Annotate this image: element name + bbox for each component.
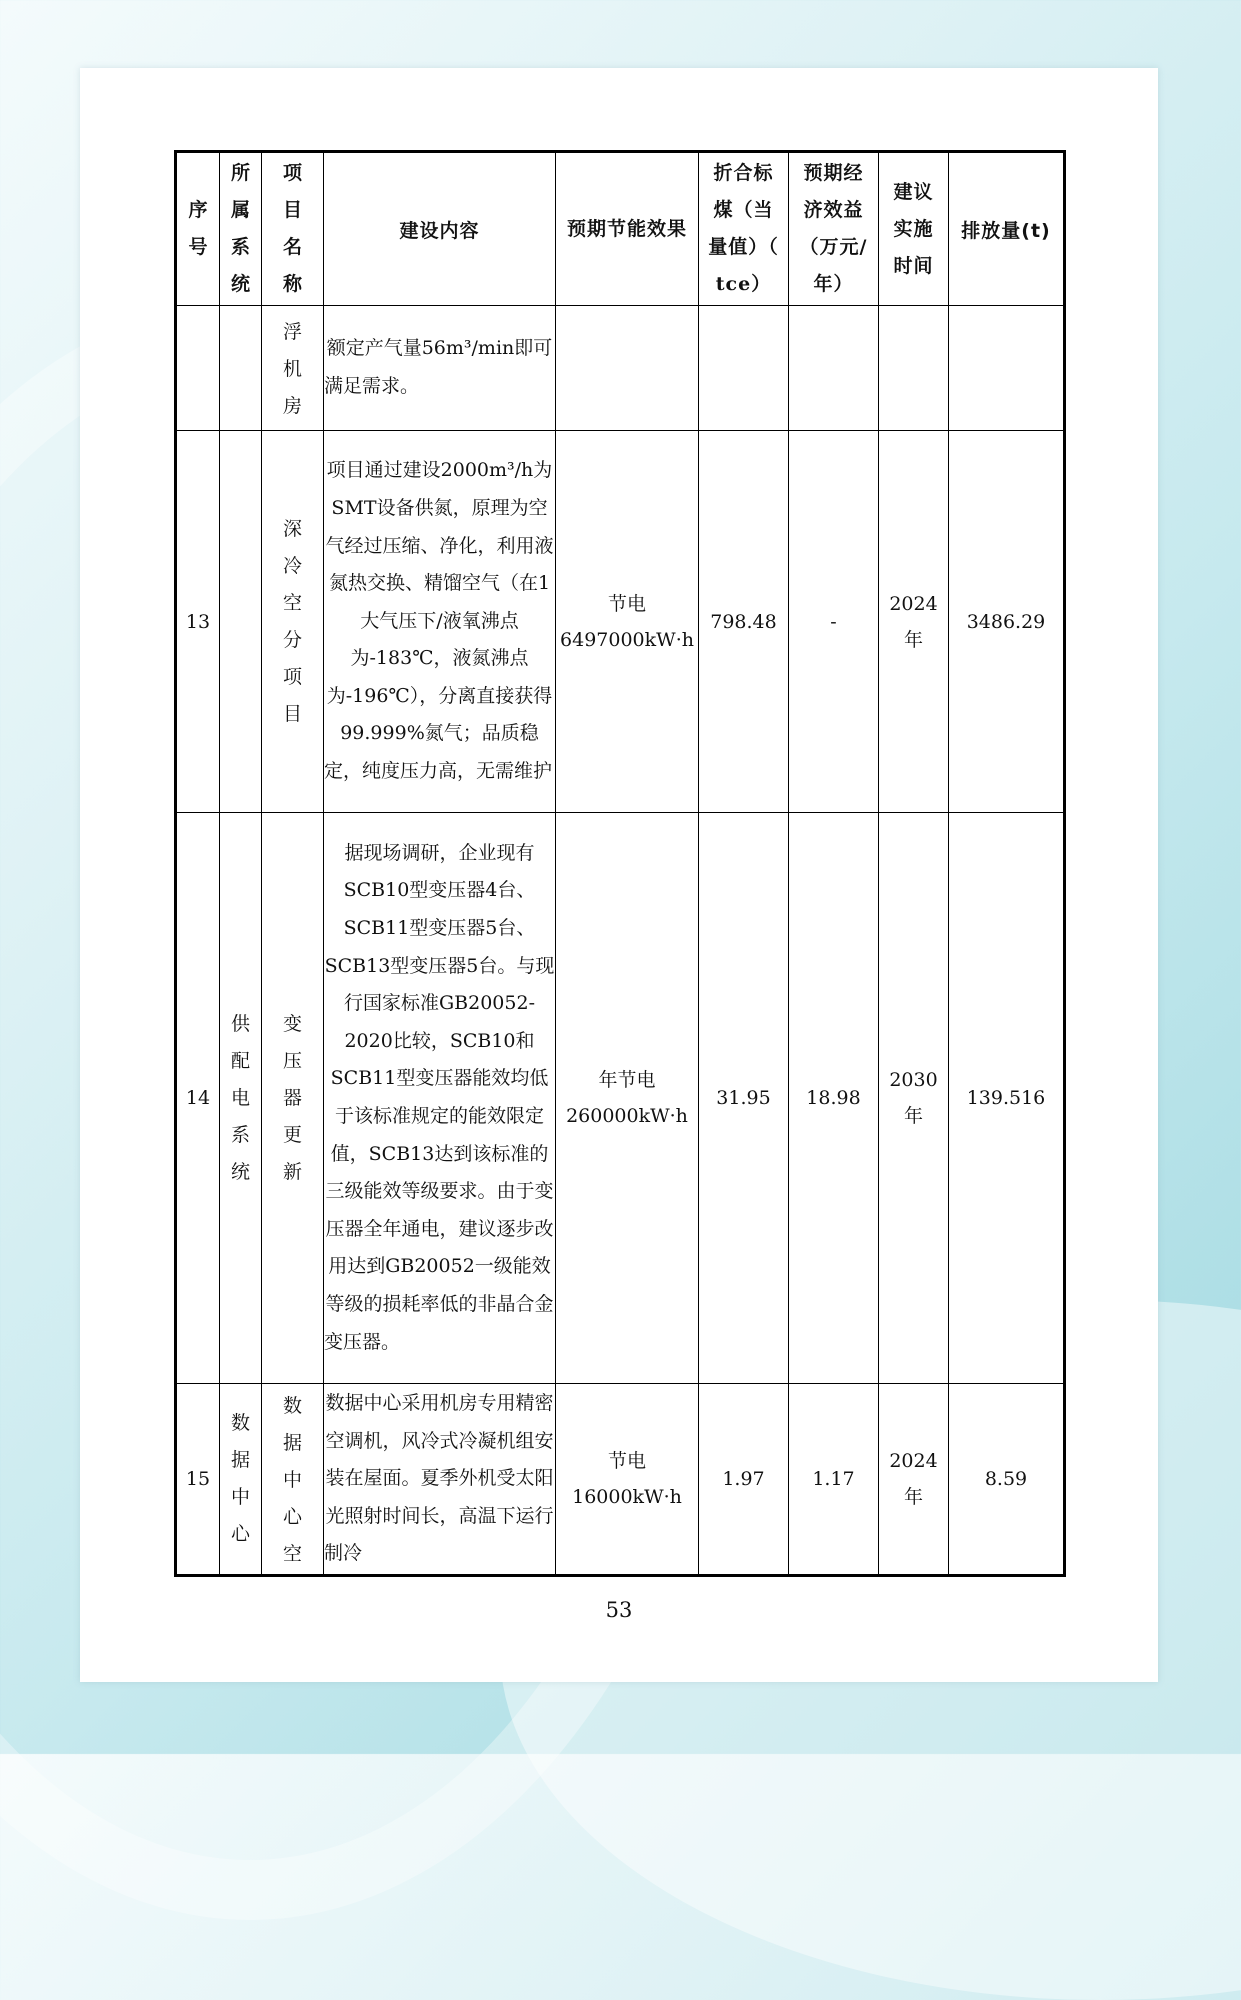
cell-coal: 798.48 bbox=[699, 431, 789, 813]
cell-effect bbox=[556, 306, 699, 431]
header-time: 建议 实施 时间 bbox=[879, 152, 949, 306]
cell-coal: 1.97 bbox=[699, 1384, 789, 1576]
header-effect: 预期节能效果 bbox=[556, 152, 699, 306]
cell-system: 供 配 电 系 统 bbox=[220, 813, 262, 1384]
cell-coal bbox=[699, 306, 789, 431]
cell-project: 数 据 中 心 空 bbox=[262, 1384, 324, 1576]
energy-saving-table bbox=[174, 150, 1066, 1577]
cell-seq: 13 bbox=[176, 431, 220, 813]
cell-effect: 节电 16000kW·h bbox=[556, 1384, 699, 1576]
cell-seq: 14 bbox=[176, 813, 220, 1384]
cell-seq: 15 bbox=[176, 1384, 220, 1576]
header-emission: 排放量(t) bbox=[949, 152, 1065, 306]
table-row bbox=[176, 813, 1065, 1384]
cell-emission bbox=[949, 306, 1065, 431]
table-header-row bbox=[176, 152, 1065, 306]
document-page bbox=[80, 68, 1158, 1682]
table-row bbox=[176, 306, 1065, 431]
header-seq: 序 号 bbox=[176, 152, 220, 306]
cell-time: 2024 年 bbox=[879, 431, 949, 813]
table-row bbox=[176, 1384, 1065, 1576]
cell-content: 额定产气量56m³/min即可满足需求。 bbox=[324, 306, 556, 431]
header-system: 所 属 系 统 bbox=[220, 152, 262, 306]
cell-emission: 3486.29 bbox=[949, 431, 1065, 813]
cell-content: 项目通过建设2000m³/h为SMT设备供氮，原理为空气经过压缩、净化，利用液氮热交换、精馏空气（在1大气压下/液氧沸点为-183℃，液氮沸点为-196℃），分离直接获得99.999%氮气；品质稳定，纯度压力高，无需维护 bbox=[324, 431, 556, 813]
cell-time: 2030 年 bbox=[879, 813, 949, 1384]
cell-system: 数 据 中 心 bbox=[220, 1384, 262, 1576]
cell-coal: 31.95 bbox=[699, 813, 789, 1384]
cell-effect: 节电 6497000kW·h bbox=[556, 431, 699, 813]
cell-time bbox=[879, 306, 949, 431]
cell-content: 据现场调研，企业现有SCB10型变压器4台、SCB11型变压器5台、SCB13型变压器5台。与现行国家标准GB20052-2020比较，SCB10和SCB11型变压器能效均低于该标准规定的能效限定值，SCB13达到该标准的三级能效等级要求。由于变压器全年通电，建议逐步改用达到GB20052一级能效等级的损耗率低的非晶合金变压器。 bbox=[324, 813, 556, 1384]
header-project: 项 目 名 称 bbox=[262, 152, 324, 306]
cell-time: 2024 年 bbox=[879, 1384, 949, 1576]
cell-project: 变 压 器 更 新 bbox=[262, 813, 324, 1384]
table-row bbox=[176, 431, 1065, 813]
header-content: 建设内容 bbox=[324, 152, 556, 306]
cell-emission: 139.516 bbox=[949, 813, 1065, 1384]
cell-benefit bbox=[789, 306, 879, 431]
cell-project: 深 冷 空 分 项 目 bbox=[262, 431, 324, 813]
cell-benefit: 1.17 bbox=[789, 1384, 879, 1576]
cell-system bbox=[220, 306, 262, 431]
cell-emission: 8.59 bbox=[949, 1384, 1065, 1576]
header-coal: 折合标 煤（当 量值）（ tce） bbox=[699, 152, 789, 306]
header-benefit: 预期经 济效益 （万元/ 年） bbox=[789, 152, 879, 306]
cell-benefit: - bbox=[789, 431, 879, 813]
cell-effect: 年节电 260000kW·h bbox=[556, 813, 699, 1384]
cell-seq bbox=[176, 306, 220, 431]
cell-content: 数据中心采用机房专用精密空调机，风冷式冷凝机组安装在屋面。夏季外机受太阳光照射时间长，高温下运行制冷 bbox=[324, 1384, 556, 1576]
cell-system bbox=[220, 431, 262, 813]
cell-project: 浮 机 房 bbox=[262, 306, 324, 431]
cell-benefit: 18.98 bbox=[789, 813, 879, 1384]
page-number: 53 bbox=[605, 1598, 633, 1622]
